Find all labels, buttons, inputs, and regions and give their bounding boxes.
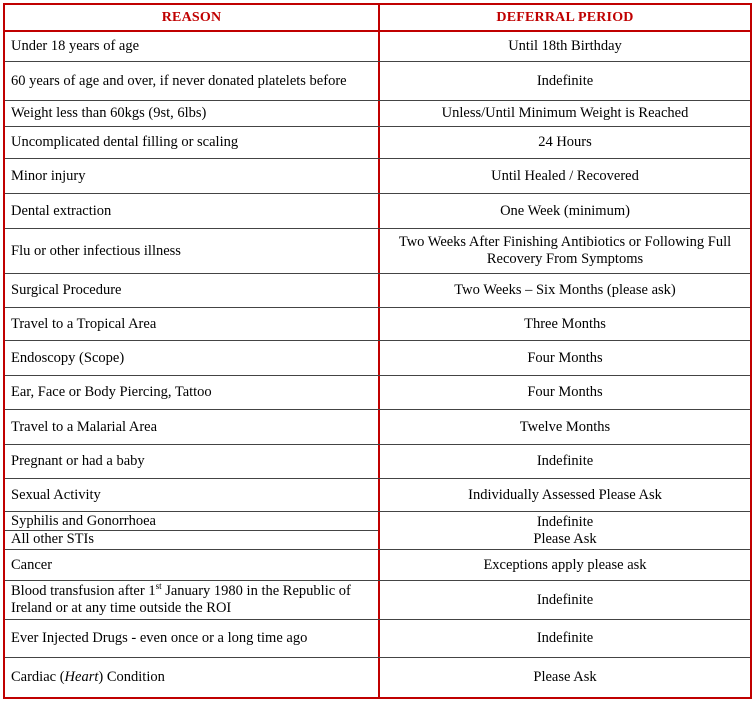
table-row — [5, 340, 750, 375]
reason-cell — [5, 658, 378, 697]
reason-cell: Weight less than 60kgs (9st, 6lbs) — [11, 105, 207, 121]
period-cell: Three Months — [524, 315, 606, 332]
period-cell: One Week (minimum) — [500, 202, 630, 219]
reason-cell: Pregnant or had a baby — [11, 453, 145, 469]
header-reason: REASON — [161, 10, 222, 25]
period-cell: Four Months — [527, 384, 603, 400]
period-cell: Indefinite — [536, 453, 594, 469]
reason-cell: Cancer — [11, 556, 53, 573]
reason-other-stis: All other STIs — [11, 531, 94, 547]
reason-cell: Minor injury — [11, 167, 86, 184]
table-header — [5, 5, 750, 32]
period-cell: Individually Assessed Please Ask — [468, 486, 662, 503]
table-row — [5, 158, 750, 193]
deferral-table — [3, 3, 752, 699]
reason-cell — [5, 581, 378, 619]
transfusion-ordinal: st — [155, 581, 162, 592]
period-cell: Exceptions apply please ask — [483, 556, 647, 573]
reason-cell: Endoscopy (Scope) — [11, 349, 125, 366]
period-cell: Until Healed / Recovered — [491, 167, 639, 184]
period-cell: Two Weeks After Finishing Antibiotics or Following Full Recovery From Symptoms — [398, 234, 732, 267]
reason-cell: Uncomplicated dental filling or scaling — [11, 134, 239, 150]
table-row — [5, 307, 750, 340]
reason-cell — [5, 512, 378, 549]
table-row — [5, 580, 750, 619]
reason-cell: 60 years of age and over, if never donated platelets before — [11, 72, 347, 89]
period-cell: Unless/Until Minimum Weight is Reached — [441, 105, 689, 121]
table-row — [5, 619, 750, 657]
table-row — [5, 375, 750, 409]
table-row — [5, 409, 750, 444]
table-row — [5, 61, 750, 100]
cardiac-text-pre: Cardiac ( — [11, 669, 65, 685]
reason-cell: Travel to a Malarial Area — [11, 418, 158, 435]
reason-cell: Ever Injected Drugs - even once or a long time ago — [11, 630, 308, 646]
cardiac-text-em: Heart — [64, 669, 99, 685]
transfusion-text-post: January 1980 in the Republic of Ireland or at any time outside the ROI — [11, 583, 351, 616]
period-other-stis: Please Ask — [533, 530, 597, 547]
table-row — [5, 478, 750, 511]
table-row — [5, 193, 750, 228]
reason-cell: Sexual Activity — [11, 486, 101, 503]
period-cell: Twelve Months — [519, 418, 611, 435]
table-row — [5, 32, 750, 61]
table-row — [5, 273, 750, 307]
period-cell: Two Weeks – Six Months (please ask) — [454, 282, 676, 298]
table-row — [5, 549, 750, 580]
reason-cell: Under 18 years of age — [11, 38, 140, 54]
table-row — [5, 126, 750, 158]
period-cell: Indefinite — [536, 591, 594, 608]
reason-syphilis-gonorrhoea: Syphilis and Gonorrhoea — [5, 513, 378, 531]
table-row — [5, 444, 750, 478]
table-row — [5, 657, 750, 697]
period-cell: Until 18th Birthday — [508, 38, 622, 54]
table-row-sti — [5, 511, 750, 549]
reason-cell: Travel to a Tropical Area — [11, 315, 157, 332]
period-cell: 24 Hours — [538, 134, 592, 150]
period-cell: Indefinite — [536, 72, 594, 89]
table-row — [5, 100, 750, 126]
transfusion-text-pre: Blood transfusion after 1 — [11, 583, 156, 599]
period-syphilis-gonorrhoea: Indefinite — [536, 513, 594, 530]
period-cell: Please Ask — [533, 669, 597, 685]
period-cell: Four Months — [527, 349, 603, 366]
reason-cell: Ear, Face or Body Piercing, Tattoo — [11, 384, 212, 400]
table-row — [5, 228, 750, 273]
reason-cell: Surgical Procedure — [11, 282, 122, 298]
header-deferral-period: DEFERRAL PERIOD — [496, 10, 634, 25]
period-cell — [380, 512, 750, 549]
period-cell: Indefinite — [536, 630, 594, 646]
reason-cell: Dental extraction — [11, 202, 112, 219]
cardiac-text-post: ) Condition — [98, 669, 165, 685]
reason-cell: Flu or other infectious illness — [11, 242, 181, 259]
